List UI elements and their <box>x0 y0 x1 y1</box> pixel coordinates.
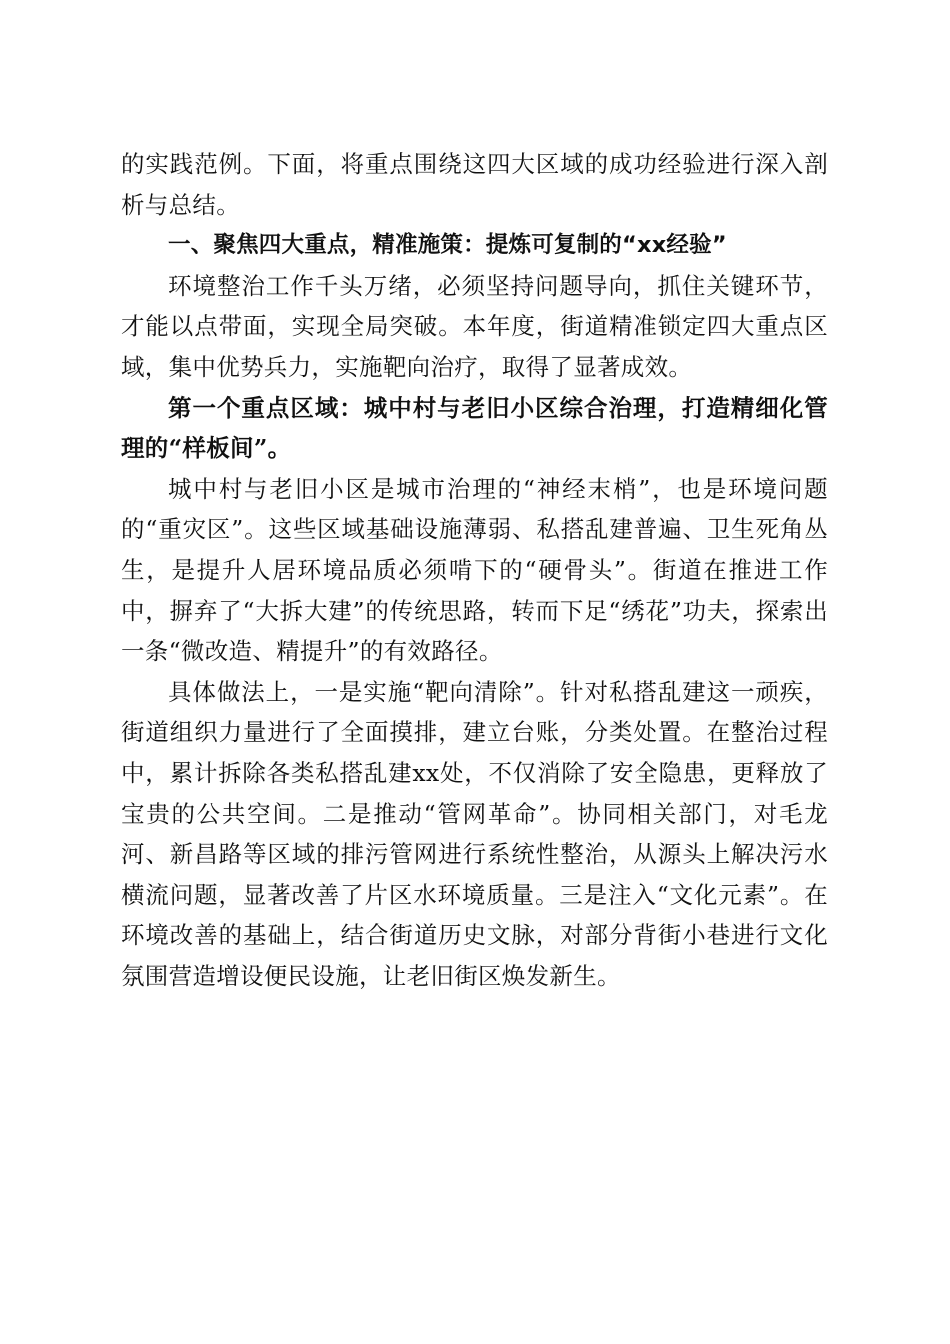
paragraph-intro-continuation: 的实践范例。下面，将重点围绕这四大区域的成功经验进行深入剖析与总结。 <box>121 150 828 219</box>
paragraph-area-1-background: 城中村与老旧小区是城市治理的“神经末梢”，也是环境问题的“重灾区”。这些区域基础设施薄弱、私搭乱建普遍、卫生死角丛生，是提升人居环境品质必须啃下的“硬骨头”。街道在推进工作中，摒弃了“大拆大建”的传统思路，转而下足“绣花”功夫，探索出一条“微改造、精提升”的有效路径。 <box>121 474 828 666</box>
section-heading-1: 一、聚焦四大重点，精准施策：提炼可复制的“xx经验” <box>168 232 727 259</box>
paragraph-area-1-measures: 具体做法上，一是实施“靶向清除”。针对私搭乱建这一顽疾，街道组织力量进行了全面摸排，建立台账，分类处置。在整治过程中，累计拆除各类私搭乱建xx处，不仅消除了安全隐患，更释放了宝贵的公共空间。二是推动“管网革命”。协同相关部门，对毛龙河、新昌路等区域的排污管网进行系统性整治，从源头上解决污水横流问题，显著改善了片区水环境质量。三是注入“文化元素”。在环境改善的基础上，结合街道历史文脉，对部分背街小巷进行文化氛围营造增设便民设施，让老旧街区焕发新生。 <box>121 677 828 990</box>
document-page <box>121 144 828 996</box>
subheading-area-1: 第一个重点区域：城中村与老旧小区综合治理，打造精细化管理的“样板间”。 <box>121 393 828 463</box>
paragraph-overview: 环境整治工作千头万绪，必须坚持问题导向，抓住关键环节，才能以点带面，实现全局突破。本年度，街道精准锁定四大重点区域，集中优势兵力，实施靶向治疗，取得了显著成效。 <box>121 271 828 381</box>
